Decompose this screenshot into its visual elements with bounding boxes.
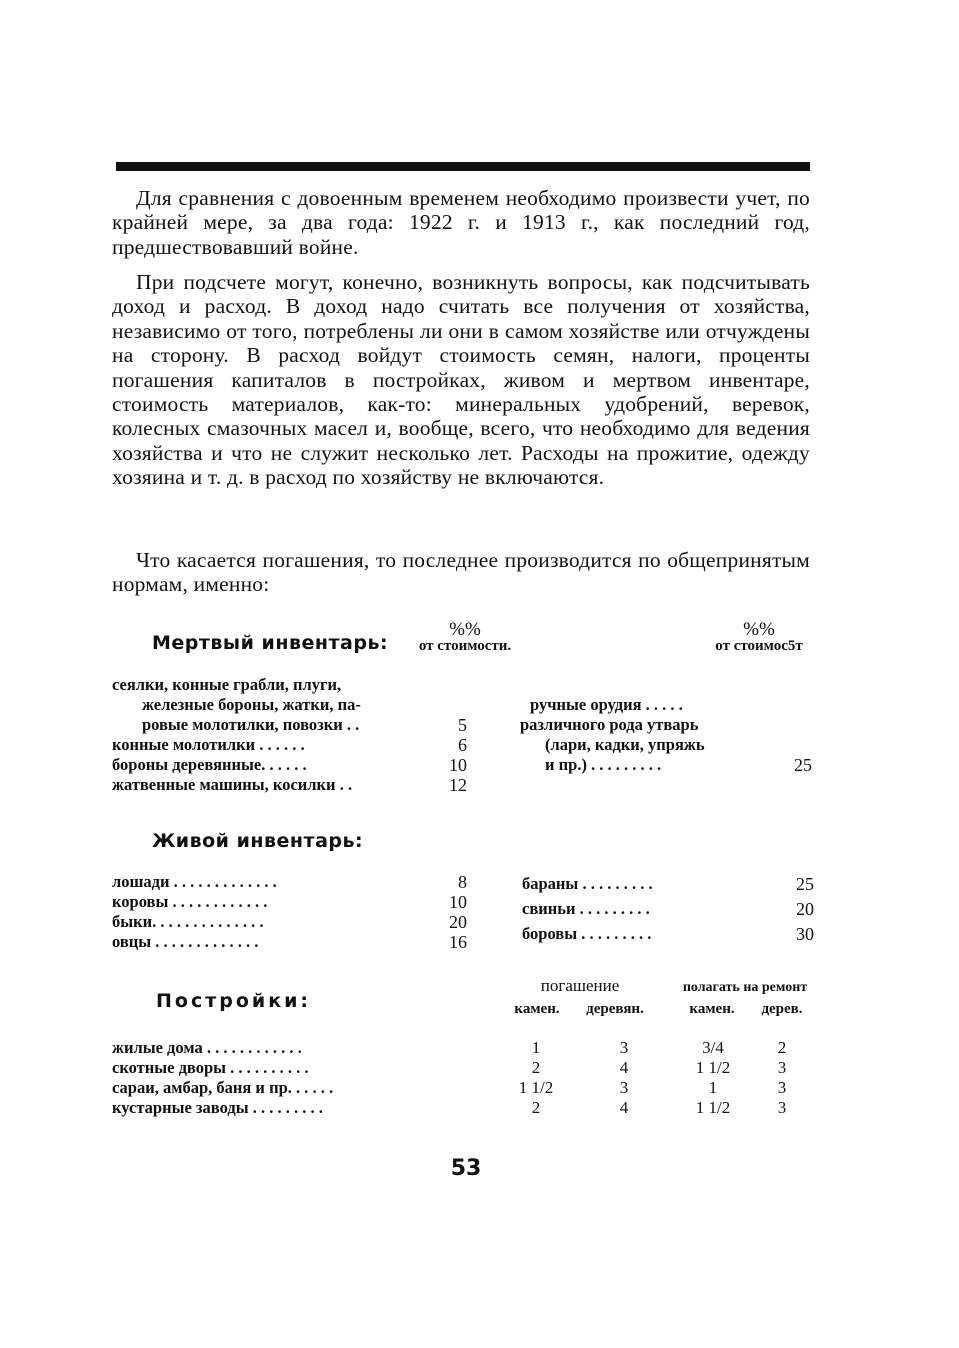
table-row: скотные дворы . . . . . . . . . . 2 4 1 1/2 3	[112, 1058, 787, 1077]
dead-left-list	[112, 675, 467, 795]
subheader-stone-2: камен.	[689, 1001, 735, 1017]
dead-col-right-header	[694, 619, 824, 654]
dead-inventory-heading: Мертвый инвентарь:	[152, 632, 389, 654]
paragraph-2: При подсчете могут, конечно, возникнуть вопросы, как подсчитывать доход и расход. В доход надо считать все получения от хозяйства, независимо от того, потреблены ли они в самом хозяйстве или отчуждены на сторону. В расход войдут стоимость семян, налоги, проценты погашения капиталов в постройках, живом и мертвом инвентаре, стоимость материалов, как-то: минеральных удобрений, веревок, колесных смазочных масел и, вообще, всего, что необходимо для ведения хозяйства и что не служит несколько лет. Расходы на прожитие, одежду хозяина и т. д. в расход по хозяйству не включаются.	[112, 270, 810, 490]
list-item: сеялки, конные грабли, плуги,	[112, 675, 342, 694]
table-row: жилые дома . . . . . . . . . . . . 1 3 3/4 2	[112, 1038, 787, 1057]
dead-right-list	[520, 695, 812, 775]
subheader-stone-1: камен.	[514, 1001, 560, 1017]
list-item: конные молотилки . . . . . . 6	[112, 735, 467, 755]
paragraph-3: Что касается погашения, то последнее производится по общепринятым нормам, именно:	[112, 548, 810, 597]
percent-symbol: %%	[743, 619, 775, 640]
list-item: лошади . . . . . . . . . . . . . 8	[112, 872, 467, 892]
list-item: бороны деревянные. . . . . . 10	[112, 755, 467, 775]
subheader-wood-2: дерев.	[761, 1001, 803, 1017]
dead-col-left-label: от стоимости.	[418, 638, 512, 654]
list-item: (лари, кадки, упряжь	[545, 735, 705, 754]
list-item: бараны . . . . . . . . . 25	[522, 874, 814, 894]
live-inventory-heading: Живой инвентарь:	[152, 830, 364, 852]
repair-header: полагать на ремонт	[682, 980, 808, 995]
buildings-heading: Постройки:	[156, 990, 312, 1012]
table-row: сараи, амбар, баня и пр. . . . . . 1 1/2 3 1 3	[112, 1078, 787, 1097]
list-item: ручные орудия . . . . .	[530, 695, 683, 714]
paragraph-1: Для сравнения с довоенным временем необходимо произвести учет, по крайней мере, за два года: 1922 г. и 1913 г., как последний год, предшествовавший войне.	[112, 186, 810, 259]
list-item: овцы . . . . . . . . . . . . . 16	[112, 932, 467, 952]
header-rule	[116, 162, 810, 171]
live-left-list	[112, 872, 467, 952]
live-right-list	[522, 874, 814, 949]
list-item: коровы . . . . . . . . . . . . 10	[112, 892, 467, 912]
dead-col-left-header	[400, 619, 530, 654]
list-item: различного рода утварь	[520, 715, 699, 734]
list-item: боровы . . . . . . . . . 30	[522, 924, 814, 944]
page-number: 53	[450, 1156, 482, 1181]
list-item: и пр.) . . . . . . . . . 25	[545, 755, 812, 775]
list-item: жатвенные машины, косилки . . 12	[112, 775, 467, 795]
percent-symbol: %%	[449, 619, 481, 640]
list-item: быки. . . . . . . . . . . . . . 20	[112, 912, 467, 932]
amortization-header: погашение	[540, 976, 620, 995]
table-row: кустарные заводы . . . . . . . . . 2 4 1 1/2 3	[112, 1098, 787, 1117]
subheader-wood-1: деревян.	[586, 1001, 644, 1017]
buildings-table	[112, 1038, 812, 1122]
list-item: железные бороны, жатки, па-	[142, 695, 361, 714]
list-item: ровые молотилки, повозки . . 5	[142, 715, 467, 735]
dead-col-right-label: от стоимос5т	[715, 638, 803, 654]
list-item: свиньи . . . . . . . . . 20	[522, 899, 814, 919]
